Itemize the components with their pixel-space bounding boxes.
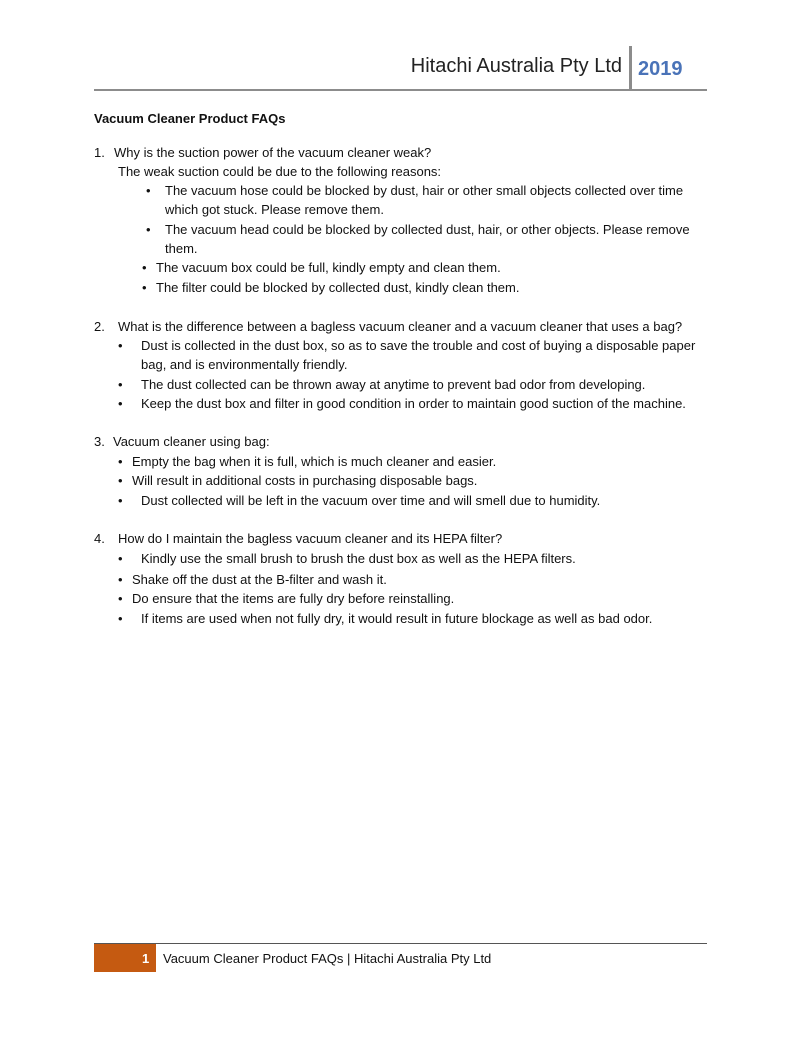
- q1-item-3: The vacuum box could be full, kindly empty and clean them.: [156, 260, 501, 275]
- q3-item-2: Will result in additional costs in purchasing disposable bags.: [132, 473, 478, 488]
- q4-item-3: Do ensure that the items are fully dry before reinstalling.: [132, 591, 455, 606]
- q1-bullet-3: •: [142, 260, 147, 275]
- q2-number: 2.: [94, 319, 105, 334]
- q4-question: How do I maintain the bagless vacuum cleaner and its HEPA filter?: [118, 531, 503, 546]
- q1-bullet-2: •: [146, 222, 151, 237]
- q2-bullet-2: •: [118, 377, 123, 392]
- q1-bullet-1: •: [146, 183, 151, 198]
- q3-question: Vacuum cleaner using bag:: [113, 434, 270, 449]
- page-header: [94, 46, 707, 91]
- q4-bullet-4: •: [118, 611, 123, 626]
- q2-bullet-1: •: [118, 338, 123, 353]
- q3-number: 3.: [94, 434, 105, 449]
- q1-item-4: The filter could be blocked by collected dust, kindly clean them.: [156, 280, 520, 295]
- q3-bullet-1: •: [118, 454, 123, 469]
- q1-item-2-line-1: The vacuum head could be blocked by collected dust, hair, or other objects. Please remove: [165, 222, 690, 237]
- q3-bullet-3: •: [118, 493, 123, 508]
- q4-item-4: If items are used when not fully dry, it would result in future blockage as well as bad odor.: [141, 611, 653, 626]
- q1-number: 1.: [94, 145, 105, 160]
- q1-question: Why is the suction power of the vacuum cleaner weak?: [114, 145, 432, 160]
- header-year: 2019: [638, 58, 683, 80]
- q3-item-1: Empty the bag when it is full, which is much cleaner and easier.: [132, 454, 497, 469]
- q4-item-2: Shake off the dust at the B-filter and wash it.: [132, 572, 387, 587]
- q2-item-1-line-1: Dust is collected in the dust box, so as to save the trouble and cost of buying a disposable paper: [141, 338, 696, 353]
- q1-intro: The weak suction could be due to the following reasons:: [118, 164, 442, 179]
- q2-item-2: The dust collected can be thrown away at anytime to prevent bad odor from developing.: [141, 377, 646, 392]
- q1-bullet-4: •: [142, 280, 147, 295]
- q1-item-2-line-2: them.: [165, 241, 198, 256]
- q4-bullet-2: •: [118, 572, 123, 587]
- q2-question: What is the difference between a bagless vacuum cleaner and a vacuum cleaner that uses a bag?: [118, 319, 683, 334]
- footer-rule: [94, 943, 707, 944]
- q2-item-1-line-2: bag, and is environmentally friendly.: [141, 357, 348, 372]
- q3-item-3: Dust collected will be left in the vacuum over time and will smell due to humidity.: [141, 493, 601, 508]
- q1-item-1-line-2: which got stuck. Please remove them.: [165, 202, 384, 217]
- header-rule: [94, 89, 707, 91]
- q4-number: 4.: [94, 531, 105, 546]
- q4-item-1: Kindly use the small brush to brush the dust box as well as the HEPA filters.: [141, 551, 576, 566]
- header-company: Hitachi Australia Pty Ltd: [410, 55, 622, 77]
- q1-item-1-line-1: The vacuum hose could be blocked by dust, hair or other small objects collected over time: [165, 183, 684, 198]
- footer-text: Vacuum Cleaner Product FAQs | Hitachi Australia Pty Ltd: [163, 951, 492, 966]
- q3-bullet-2: •: [118, 473, 123, 488]
- q2-bullet-3: •: [118, 396, 123, 411]
- q4-bullet-3: •: [118, 591, 123, 606]
- header-divider: [629, 46, 632, 91]
- document-title: Vacuum Cleaner Product FAQs: [94, 111, 286, 126]
- q2-item-3: Keep the dust box and filter in good condition in order to maintain good suction of the machine.: [141, 396, 686, 411]
- q4-bullet-1: •: [118, 551, 123, 566]
- footer-page-number: 1: [142, 951, 150, 966]
